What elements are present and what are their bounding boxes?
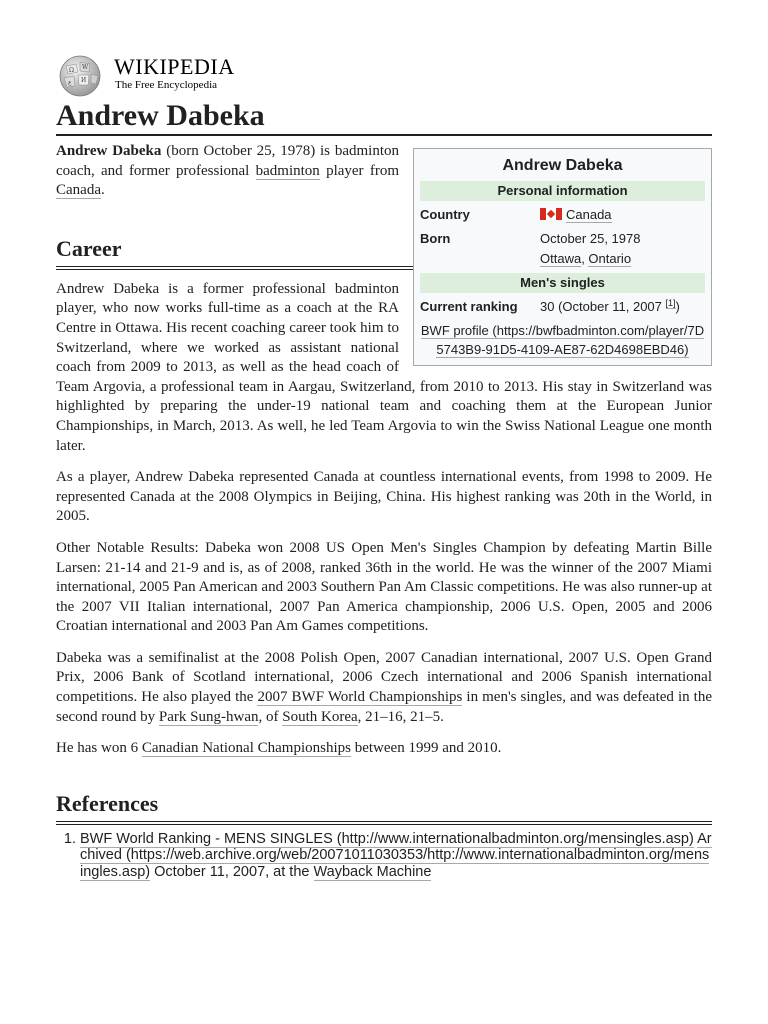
wikipedia-logo[interactable] [56,54,712,98]
infobox-row-country [420,203,705,227]
ranking-citation-link[interactable]: [1] [665,297,676,308]
infobox-header-singles: Men's singles [420,273,705,293]
wikipedia-wordmark: WIKIPEDIA [114,54,235,79]
canada-link[interactable]: Canada [56,182,101,199]
page-title: Andrew Dabeka [56,98,712,136]
career-paragraph-1: Andrew Dabeka is a former professional badminton player, who now works full-time as a coach at the RA Centre in Ottawa. His recent coaching career took him to Switzerland, where we worked as assistant national coach from 2009 to 2013, as well as the head coach of Team Argovia, a professional team in Aargau, Switzerland, from 2010 to 2013. His stay in Switzerland was highlighted by preparing the under-19 national team and coaching them at the European Junior Championships, in March, 2013. As well, he led Team Argovia to win the Swiss National League one month later. [56,280,712,454]
lead-name: Andrew Dabeka [56,143,162,159]
p4-text-b: in men's singles, and was defeated in the second round by [56,689,712,725]
references-heading: References [56,789,712,825]
career-paragraph-5 [56,739,712,759]
born-date: October 25, 1978 [540,231,641,246]
reference-text: October 11, 2007, at the [150,863,314,880]
ranking-close: ) [675,299,680,314]
bwf-championships-link[interactable]: 2007 BWF World Championships [257,689,463,706]
infobox-label-country: Country [420,207,470,222]
infobox-title: Andrew Dabeka [502,157,623,174]
reference-item [80,831,712,881]
ranking-value: 30 (October 11, 2007 [540,299,666,314]
wikipedia-tagline: The Free Encyclopedia [115,79,218,91]
country-link[interactable]: Canada [566,207,612,222]
career-paragraph-2: As a player, Andrew Dabeka represented Canada at countless international events, from 1998 to 2009. He represented Canada at the 2008 Olympics in Beijing, China. His highest ranking was 20th in the World, in 2005. [56,469,712,525]
badminton-link[interactable]: badminton [255,162,320,179]
svg-text:ع: ع [68,79,72,86]
wikipedia-globe-icon [56,54,104,98]
reference-link-ranking[interactable]: BWF World Ranking - MENS SINGLES (http://www.internationalbadminton.org/mensingles.asp) [80,830,694,847]
infobox-header-personal: Personal information [420,181,705,201]
park-sung-hwan-link[interactable]: Park Sung-hwan [158,708,259,725]
bwf-profile-link[interactable]: BWF profile (https://bwfbadminton.com/player/7D5743B9-91D5-4109-AE87-62D4698EBD46) [420,323,705,357]
reference-link-archived[interactable]: Archived (https://web.archive.org/web/20071011030353/http://www.internationalbadminton.org/mensingles.asp) [80,830,712,880]
canada-flag-icon [540,208,562,220]
p4-text-a: Dabeka was a semifinalist at the 2008 Polish Open, 2007 Canadian international, 2007 U.S. Open Grand Prix, 2006 Bank of Scotland international, 2006 Czech international and 2006 Spanish international competitions. He also played the [56,649,712,706]
p5-text-a: He has won 6 [56,740,142,757]
born-city-link[interactable]: Ottawa [540,251,582,266]
article-page [56,54,712,880]
infobox-row-ranking [420,295,705,319]
svg-text:W: W [82,64,89,71]
lead-text-1: (born October 25, 1978) is badminton coach, and former professional [56,143,399,179]
infobox [413,148,712,366]
career-paragraph-3: Other Notable Results: Dabeka won 2008 US Open Men's Singles Champion by defeating Martin Bille Larsen: 21-14 and 21-9 and is, as of 2008, ranked 36th in the world. He was the winner of the 2007 Miami international, 2005 Pan American and 2003 Southern Pan Am Classic competitions. He was also runner-up at the 2007 VII Italian international, 2007 Pan America championship, 2006 U.S. Open, 2005 and 2006 Croatian international and 2003 Pan Am Games competitions. [56,539,712,635]
p4-text-d: , 21–16, 21–5. [357,708,444,725]
svg-text:И: И [81,77,87,84]
south-korea-link[interactable]: South Korea [282,708,358,725]
career-paragraph-4 [56,649,712,727]
p5-text-b: between 1999 and 2010. [350,740,502,757]
references-list [56,831,712,881]
wayback-machine-link[interactable]: Wayback Machine [313,863,432,880]
p4-text-c: , of [258,708,283,725]
svg-text:Ω: Ω [69,67,74,74]
national-championships-link[interactable]: Canadian National Championships [141,740,351,757]
born-province-link[interactable]: Ontario [588,251,632,266]
career-heading: Career [56,234,712,270]
lead-text-3: . [100,182,105,199]
born-separator: , [581,251,589,266]
lead-text-2: player from [319,162,399,179]
infobox-label-born: Born [420,231,451,246]
infobox-row-born [420,227,705,271]
infobox-label-ranking: Current ranking [420,299,518,314]
